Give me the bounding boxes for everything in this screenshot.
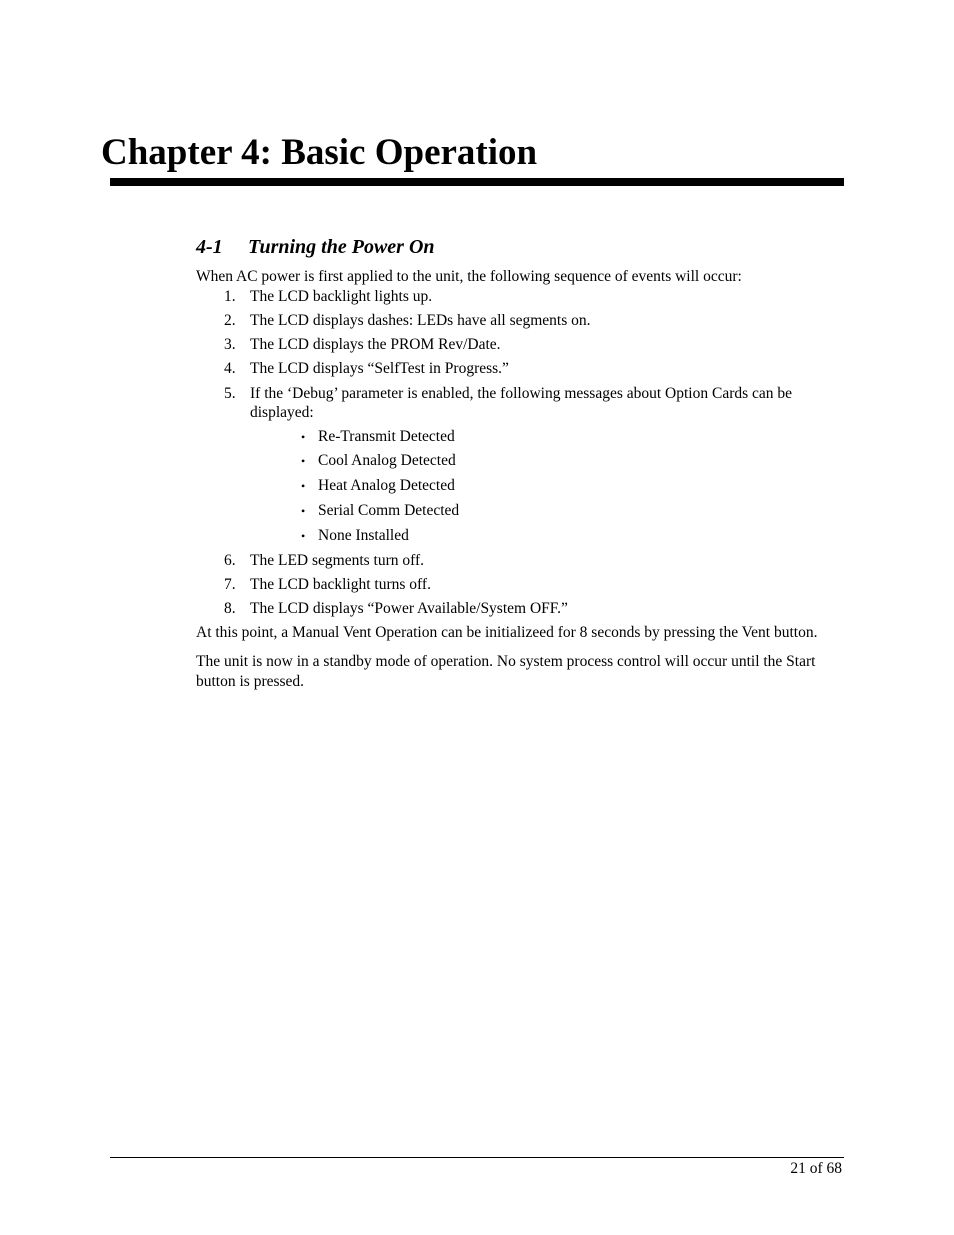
list-item	[196, 359, 844, 379]
step-number: 2.	[224, 311, 236, 329]
step-number: 4.	[224, 360, 236, 378]
standby-paragraph: The unit is now in a standby mode of operation. No system process control will occur until the Start button is pressed.	[196, 653, 816, 690]
power-on-steps-list-continued	[196, 551, 844, 619]
chapter-title: Chapter 4: Basic Operation	[101, 132, 538, 173]
list-item	[196, 551, 844, 571]
bullet-icon: •	[301, 454, 306, 469]
page-number: 21 of 68	[790, 1160, 842, 1177]
footer-rule	[110, 1157, 844, 1158]
chapter-title-rule	[110, 178, 844, 186]
step-number: 1.	[224, 287, 236, 305]
list-item	[196, 287, 844, 307]
step-text: The LCD displays “SelfTest in Progress.”	[250, 360, 509, 378]
bullet-icon: •	[301, 479, 306, 494]
step-number: 3.	[224, 336, 236, 354]
step-text: The LCD backlight lights up.	[250, 287, 433, 305]
option-card-text: Serial Comm Detected	[318, 502, 460, 520]
step-text: The LCD backlight turns off.	[250, 575, 431, 593]
bullet-icon: •	[301, 528, 306, 543]
option-card-text: Cool Analog Detected	[318, 452, 456, 470]
intro-paragraph: When AC power is first applied to the unit, the following sequence of events will occur:	[196, 268, 742, 285]
list-item	[250, 501, 844, 521]
step-text: The LCD displays the PROM Rev/Date.	[250, 336, 501, 354]
vent-paragraph: At this point, a Manual Vent Operation can be initializeed for 8 seconds by pressing the Vent button.	[196, 623, 818, 641]
section-turning-power-on	[196, 233, 844, 691]
step-number: 5.	[224, 384, 236, 402]
step-number: 6.	[224, 551, 236, 569]
section-number: 4-1	[196, 236, 223, 258]
option-card-text: Re-Transmit Detected	[318, 427, 455, 445]
section-heading	[196, 233, 844, 261]
list-item	[196, 335, 844, 355]
step-number: 7.	[224, 575, 236, 593]
section-title: Turning the Power On	[248, 236, 435, 258]
bullet-icon: •	[301, 429, 306, 444]
list-item	[250, 427, 844, 447]
step-number: 8.	[224, 599, 236, 617]
option-card-text: None Installed	[318, 526, 409, 544]
power-on-steps-list	[196, 287, 844, 546]
step-text: If the ‘Debug’ parameter is enabled, the following messages about Option Cards can be displayed:	[250, 384, 793, 422]
step-text: The LCD displays “Power Available/System OFF.”	[250, 599, 568, 617]
list-item	[250, 526, 844, 546]
option-card-text: Heat Analog Detected	[318, 477, 455, 495]
bullet-icon: •	[301, 504, 306, 519]
list-item	[196, 384, 844, 546]
list-item	[196, 599, 844, 619]
step-text: The LCD displays dashes: LEDs have all segments on.	[250, 311, 591, 329]
option-cards-list	[250, 427, 844, 546]
list-item	[250, 476, 844, 496]
step-text: The LED segments turn off.	[250, 551, 425, 569]
list-item	[196, 575, 844, 595]
list-item	[250, 451, 844, 471]
list-item	[196, 311, 844, 331]
